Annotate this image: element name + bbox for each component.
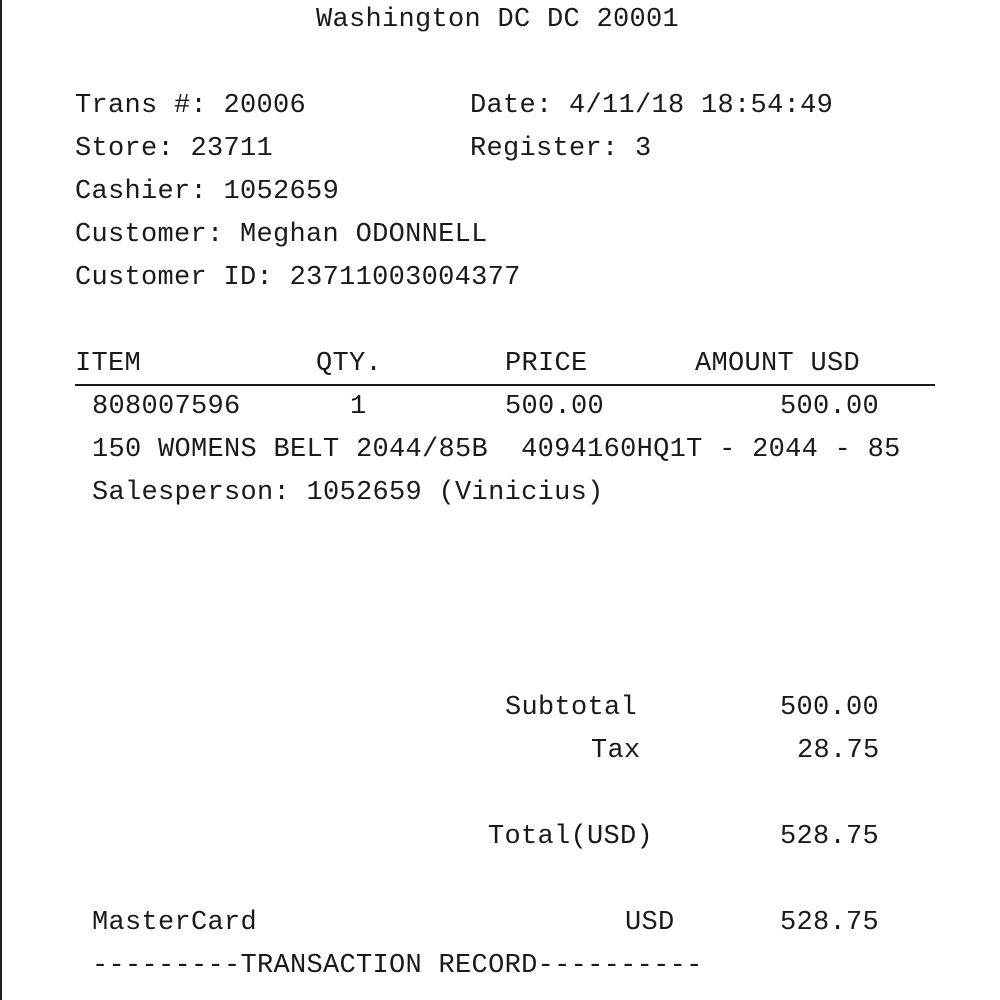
cashier-label: Cashier: (75, 177, 208, 207)
cashier (75, 176, 339, 208)
store-address: Washington DC DC 20001 (316, 5, 680, 35)
page-edge (0, 0, 2, 1000)
item-price: 500.00 (505, 392, 605, 422)
item-salesperson: Salesperson: 1052659 (Vinicius) (92, 478, 604, 508)
customer-label: Customer: (75, 220, 224, 250)
subtotal-value: 500.00 (780, 693, 880, 723)
store-label: Store: (75, 134, 175, 164)
trans-number (75, 90, 306, 122)
store-value: 23711 (190, 134, 274, 164)
customer-value: Meghan ODONNELL (240, 220, 488, 250)
trans-date (470, 90, 833, 122)
item-qty: 1 (350, 392, 367, 422)
customer-id (75, 262, 521, 294)
tax-value: 28.75 (797, 736, 880, 766)
total-label: Total(USD) (488, 822, 654, 852)
register-number (470, 133, 652, 165)
register-label: Register: (470, 134, 619, 164)
item-number: 808007596 (92, 392, 241, 422)
tax-label: Tax (591, 736, 641, 766)
col-header-amount: AMOUNT USD (695, 349, 861, 379)
trans-value: 20006 (223, 91, 307, 121)
cashier-value: 1052659 (223, 177, 340, 207)
customer-id-value: 23711003004377 (289, 263, 521, 293)
col-header-price: PRICE (505, 349, 588, 379)
transaction-record-divider: ---------TRANSACTION RECORD---------- (92, 951, 703, 981)
register-value: 3 (635, 134, 652, 164)
customer-id-label: Customer ID: (75, 263, 274, 293)
item-amount: 500.00 (780, 392, 880, 422)
header-divider (75, 384, 935, 386)
customer (75, 219, 488, 251)
subtotal-label: Subtotal (505, 693, 638, 723)
date-value: 4/11/18 18:54:49 (569, 91, 834, 121)
date-label: Date: (470, 91, 553, 121)
payment-method: MasterCard (92, 908, 258, 938)
store-number (75, 133, 273, 165)
total-value: 528.75 (780, 822, 880, 852)
col-header-qty: QTY. (316, 349, 383, 379)
item-description: 150 WOMENS BELT 2044/85B 4094160HQ1T - 2044 - 85 (92, 435, 901, 465)
trans-label: Trans #: (75, 91, 208, 121)
col-header-item: ITEM (75, 349, 142, 379)
payment-currency: USD (625, 908, 675, 938)
payment-amount: 528.75 (780, 908, 880, 938)
